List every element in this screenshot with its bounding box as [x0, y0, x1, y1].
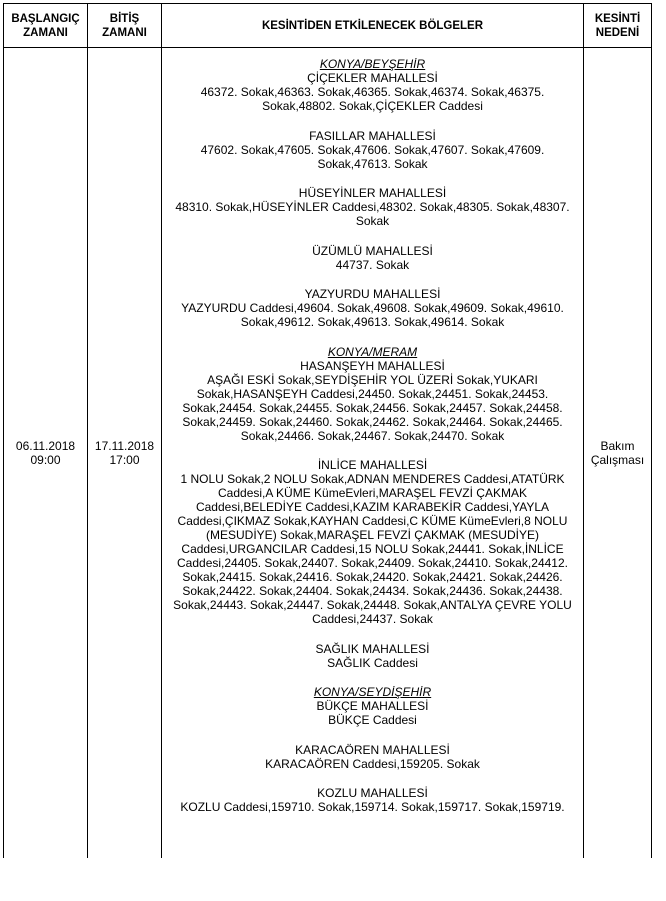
header-reason: KESİNTİ NEDENİ: [584, 4, 652, 48]
reason-cell: Bakım Çalışması: [584, 48, 652, 859]
neighborhood-name: BÜKÇE MAHALLESİ: [316, 699, 429, 713]
street-list-line: Sokak,HASANŞEYH Caddesi,24450. Sokak,24451. Sokak,24453.: [196, 386, 549, 401]
street-list-line: YAZYURDU Caddesi,49604. Sokak,49608. Sokak,49609. Sokak,49610.: [181, 301, 564, 315]
end-time-cell: 17.11.2018 17:00: [88, 48, 162, 859]
street-list-line: Sokak,24415. Sokak,24416. Sokak,24420. Sokak,24421. Sokak,24426.: [182, 570, 563, 584]
region-block: [162, 345, 583, 443]
street-list-line: 1 NOLU Sokak,2 NOLU Sokak,ADNAN MENDERES Caddesi,ATATÜRK: [180, 472, 565, 486]
street-list-line: Caddesi,ÇIKMAZ Sokak,KAYHAN Caddesi,C KÜME KümeEvleri,8 NOLU: [177, 514, 568, 528]
region-block: [162, 244, 583, 272]
regions-list: [162, 57, 583, 814]
street-list-line: Caddesi,BELEDİYE Caddesi,KAZIM KARABEKİR Caddesi,YAYLA: [195, 500, 550, 514]
region-block: [162, 743, 583, 771]
header-row: [4, 4, 652, 48]
region-block: [162, 458, 583, 626]
start-time-cell: 06.11.2018 09:00: [4, 48, 88, 859]
street-list-line: KOZLU Caddesi,159710. Sokak,159714. Sokak,159717. Sokak,159719.: [180, 800, 565, 814]
region-block: [162, 786, 583, 814]
street-list-line: Caddesi,24437. Sokak: [312, 612, 433, 626]
header-start-time: BAŞLANGIÇ ZAMANI: [4, 4, 88, 48]
street-list-line: Caddesi,24405. Sokak,24407. Sokak,24409. Sokak,24410. Sokak,24412.: [177, 556, 568, 570]
street-list-line: Caddesi,URGANCILAR Caddesi,15 NOLU Sokak,24441. Sokak,İNLİCE: [181, 542, 564, 556]
region-block: [162, 287, 583, 329]
street-list-line: Sokak,49612. Sokak,49613. Sokak,49614. Sokak: [240, 315, 505, 329]
street-list-line: Sokak,47613. Sokak: [317, 156, 428, 171]
region-block: [162, 642, 583, 670]
neighborhood-name: KARACAÖREN MAHALLESİ: [295, 742, 450, 757]
street-list-line: Sokak,24454. Sokak,24455. Sokak,24456. Sokak,24457. Sokak,24458.: [182, 400, 563, 415]
street-list-line: Sokak,24466. Sokak,24467. Sokak,24470. Sokak: [240, 428, 505, 443]
region-block: [162, 685, 583, 727]
street-list-line: 47602. Sokak,47605. Sokak,47606. Sokak,47607. Sokak,47609.: [200, 142, 545, 157]
neighborhood-name: HASANŞEYH MAHALLESİ: [300, 358, 445, 373]
region-block: [162, 186, 583, 228]
table-row: [4, 48, 652, 859]
region-block: [162, 129, 583, 171]
neighborhood-name: ÇİÇEKLER MAHALLESİ: [307, 71, 438, 85]
neighborhood-name: KOZLU MAHALLESİ: [317, 786, 428, 800]
neighborhood-name: İNLİCE MAHALLESİ: [317, 458, 428, 472]
street-list-line: Sokak,24459. Sokak,24460. Sokak,24462. Sokak,24464. Sokak,24465.: [182, 414, 563, 429]
street-list-line: BÜKÇE Caddesi: [328, 713, 417, 727]
street-list-line: Sokak,24422. Sokak,24404. Sokak,24434. Sokak,24436. Sokak,24438.: [182, 584, 563, 598]
neighborhood-name: YAZYURDU MAHALLESİ: [304, 287, 441, 301]
city-heading: KONYA/SEYDİŞEHİR: [313, 685, 432, 699]
street-list-line: Caddesi,A KÜME KümeEvleri,MARAŞEL FEVZİ ÇAKMAK: [218, 486, 527, 500]
street-list-line: AŞAĞI ESKİ Sokak,SEYDİŞEHİR YOL ÜZERİ Sokak,YUKARI: [207, 372, 538, 387]
street-list-line: Sokak: [355, 214, 390, 228]
street-list-line: SAĞLIK Caddesi: [327, 655, 418, 670]
street-list-line: (MESUDİYE) Sokak,MARAŞEL FEVZİ ÇAKMAK (MESUDİYE): [206, 528, 539, 542]
neighborhood-name: SAĞLIK MAHALLESİ: [315, 641, 430, 656]
neighborhood-name: ÜZÜMLÜ MAHALLESİ: [312, 243, 433, 258]
neighborhood-name: FASILLAR MAHALLESİ: [309, 128, 436, 143]
header-regions: KESİNTİDEN ETKİLENECEK BÖLGELER: [162, 4, 584, 48]
street-list-line: Sokak,24443. Sokak,24447. Sokak,24448. Sokak,ANTALYA ÇEVRE YOLU: [173, 598, 572, 612]
regions-cell: [162, 48, 584, 859]
header-end-time: BİTİŞ ZAMANI: [88, 4, 162, 48]
city-heading: KONYA/BEYŞEHİR: [319, 57, 426, 71]
street-list-line: 46372. Sokak,46363. Sokak,46365. Sokak,46374. Sokak,46375.: [200, 85, 545, 99]
street-list-line: 44737. Sokak: [335, 257, 410, 272]
city-heading: KONYA/MERAM: [327, 344, 418, 359]
outage-table: [3, 3, 652, 858]
neighborhood-name: HÜSEYİNLER MAHALLESİ: [298, 186, 447, 200]
street-list-line: 48310. Sokak,HÜSEYİNLER Caddesi,48302. Sokak,48305. Sokak,48307.: [175, 200, 570, 214]
region-block: [162, 57, 583, 113]
street-list-line: KARACAÖREN Caddesi,159205. Sokak: [265, 756, 480, 771]
street-list-line: Sokak,48802. Sokak,ÇİÇEKLER Caddesi: [262, 99, 483, 113]
